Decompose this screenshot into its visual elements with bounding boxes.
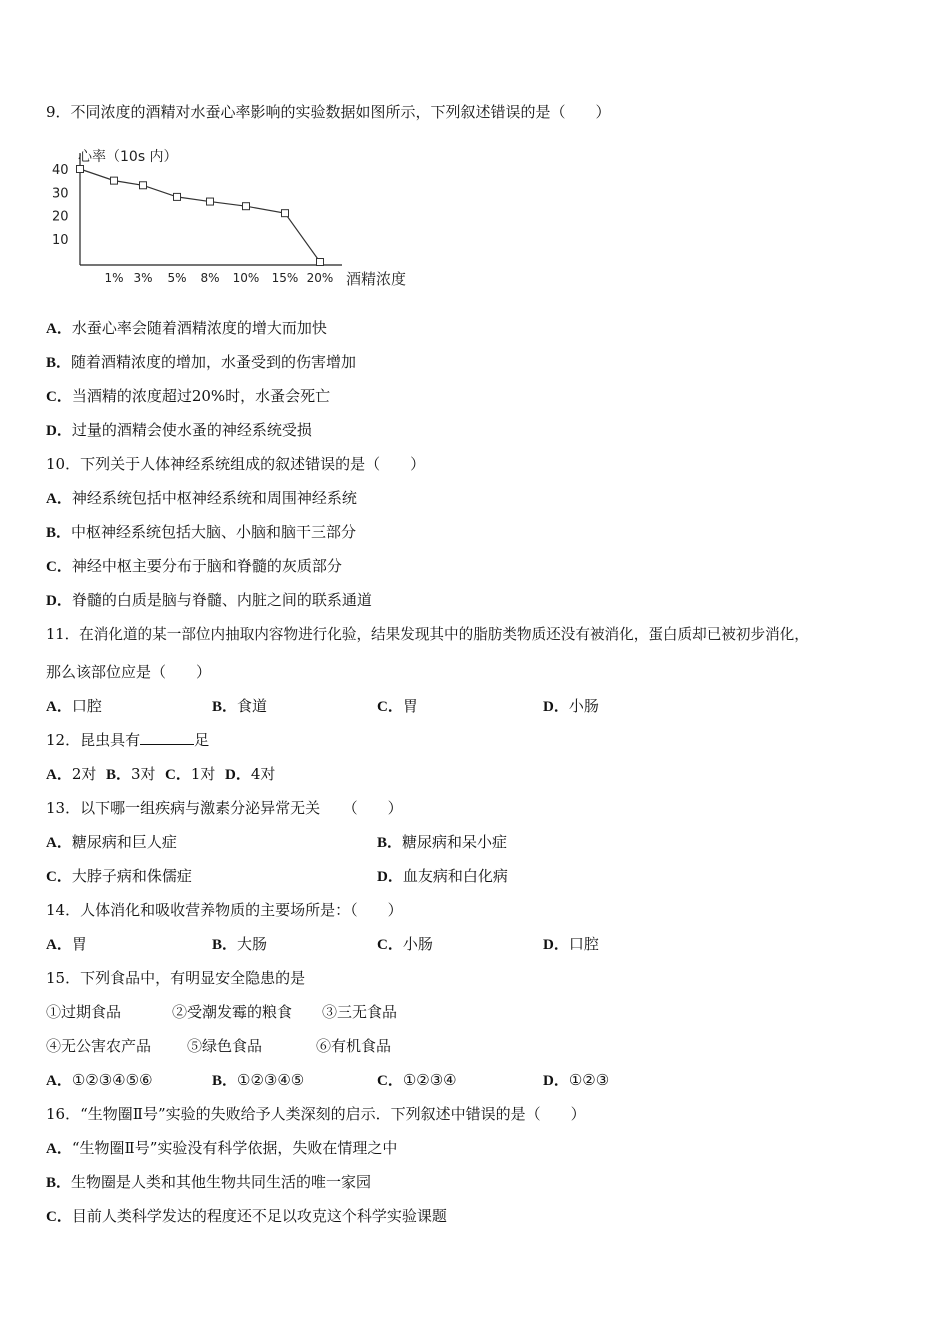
x-tick-label: 15% bbox=[271, 271, 299, 285]
q10-option-d[interactable]: D．脊髓的白质是脑与脊髓、内脏之间的联系通道 bbox=[46, 591, 372, 609]
y-tick-label: 10 bbox=[52, 232, 69, 248]
data-point bbox=[317, 259, 324, 266]
data-point bbox=[111, 177, 118, 184]
q15-option-b[interactable]: B．①②③④⑤ bbox=[212, 1071, 305, 1089]
q10-stem: 10．下列关于人体神经系统组成的叙述错误的是（ ） bbox=[46, 455, 426, 473]
q9-option-d[interactable]: D．过量的酒精会使水蚤的神经系统受损 bbox=[46, 421, 312, 439]
x-tick-label: 20% bbox=[306, 271, 334, 285]
q12-option-a[interactable]: A．2对 bbox=[46, 765, 97, 783]
q13-option-a[interactable]: A．糖尿病和巨人症 bbox=[46, 833, 177, 851]
data-point bbox=[77, 166, 84, 173]
x-tick-label: 5% bbox=[167, 271, 187, 285]
q12-option-c[interactable]: C．1对 bbox=[165, 765, 216, 783]
q12-options bbox=[46, 764, 275, 785]
q15-item-1: ①过期食品 bbox=[46, 1003, 122, 1021]
x-tick-label: 3% bbox=[133, 271, 153, 285]
q14-option-b[interactable]: B．大肠 bbox=[212, 935, 268, 953]
y-tick-label: 40 bbox=[52, 163, 69, 178]
x-tick-label: 1% bbox=[104, 271, 124, 285]
q13-stem: 13．以下哪一组疾病与激素分泌异常无关 （ ） bbox=[46, 799, 403, 817]
data-point bbox=[243, 203, 250, 210]
q15-option-d[interactable]: D．①②③ bbox=[543, 1071, 610, 1089]
q16-stem: 16．“生物圈Ⅱ号”实验的失败给予人类深刻的启示．下列叙述中错误的是（ ） bbox=[46, 1105, 586, 1123]
q11-option-b[interactable]: B．食道 bbox=[212, 697, 268, 715]
x-tick-label: 8% bbox=[200, 271, 220, 285]
q12-stem: 12．昆虫具有 足 bbox=[46, 731, 210, 749]
q15-item-3: ③三无食品 bbox=[322, 1003, 398, 1021]
q15-item-2: ②受潮发霉的粮食 bbox=[172, 1003, 293, 1021]
y-tick-label: 20 bbox=[52, 209, 69, 225]
q13-option-d[interactable]: D．血友病和白化病 bbox=[377, 867, 508, 885]
q16-option-c[interactable]: C．目前人类科学发达的程度还不足以攻克这个科学实验课题 bbox=[46, 1207, 447, 1225]
answer-blank[interactable] bbox=[140, 730, 194, 745]
q13-option-c[interactable]: C．大脖子病和侏儒症 bbox=[46, 867, 192, 885]
q11-option-c[interactable]: C．胃 bbox=[377, 697, 418, 715]
q11-option-a[interactable]: A．口腔 bbox=[46, 697, 102, 715]
chart-axes bbox=[52, 148, 406, 288]
q15-option-a[interactable]: A．①②③④⑤⑥ bbox=[46, 1071, 153, 1089]
q15-item-6: ⑥有机食品 bbox=[316, 1037, 392, 1055]
q9-stem: 9．不同浓度的酒精对水蚕心率影响的实验数据如图所示，下列叙述错误的是（ ） bbox=[46, 103, 611, 121]
q11-option-d[interactable]: D．小肠 bbox=[543, 697, 599, 715]
q14-option-c[interactable]: C．小肠 bbox=[377, 935, 433, 953]
q15-option-c[interactable]: C．①②③④ bbox=[377, 1071, 457, 1089]
q14-option-a[interactable]: A．胃 bbox=[46, 935, 87, 953]
y-tick-label: 30 bbox=[52, 186, 69, 202]
q9-option-b[interactable]: B．随着酒精浓度的增加，水蚤受到的伤害增加 bbox=[46, 353, 357, 371]
q11-stem-line2: 那么该部位应是（ ） bbox=[46, 663, 212, 681]
data-point bbox=[207, 198, 214, 205]
chart-marks bbox=[77, 166, 324, 266]
q16-option-b[interactable]: B．生物圈是人类和其他生物共同生活的唯一家园 bbox=[46, 1173, 372, 1191]
q16-option-a[interactable]: A．“生物圈Ⅱ号”实验没有科学依据，失败在情理之中 bbox=[46, 1139, 398, 1157]
data-point bbox=[140, 182, 147, 189]
q10-option-c[interactable]: C．神经中枢主要分布于脑和脊髓的灰质部分 bbox=[46, 557, 342, 575]
q9-option-a[interactable]: A．水蚕心率会随着酒精浓度的增大而加快 bbox=[46, 319, 327, 337]
q9-option-c[interactable]: C．当酒精的浓度超过20%时，水蚤会死亡 bbox=[46, 387, 331, 405]
q11-stem-line1: 11．在消化道的某一部位内抽取内容物进行化验，结果发现其中的脂肪类物质还没有被消化，蛋白质却已被初步消化， bbox=[46, 626, 809, 643]
q15-stem: 15．下列食品中，有明显安全隐患的是 bbox=[46, 969, 306, 987]
x-tick-label: 10% bbox=[232, 271, 260, 285]
q14-stem: 14．人体消化和吸收营养物质的主要场所是：（ ） bbox=[46, 901, 403, 919]
data-point bbox=[282, 210, 289, 217]
q13-option-b[interactable]: B．糖尿病和呆小症 bbox=[377, 833, 508, 851]
data-point bbox=[174, 193, 181, 200]
q15-item-5: ⑤绿色食品 bbox=[187, 1037, 263, 1055]
q14-option-d[interactable]: D．口腔 bbox=[543, 935, 599, 953]
q10-option-a[interactable]: A．神经系统包括中枢神经系统和周围神经系统 bbox=[46, 489, 357, 507]
y-axis-label: 心率（10s 内） bbox=[78, 149, 178, 165]
q12-option-d[interactable]: D．4对 bbox=[224, 765, 276, 783]
q10-option-b[interactable]: B．中枢神经系统包括大脑、小脑和脑干三部分 bbox=[46, 523, 357, 541]
x-axis-label: 酒精浓度 bbox=[346, 270, 407, 288]
heart-rate-chart bbox=[50, 145, 420, 295]
q12-option-b[interactable]: B．3对 bbox=[105, 765, 156, 783]
q15-item-4: ④无公害农产品 bbox=[46, 1037, 152, 1055]
